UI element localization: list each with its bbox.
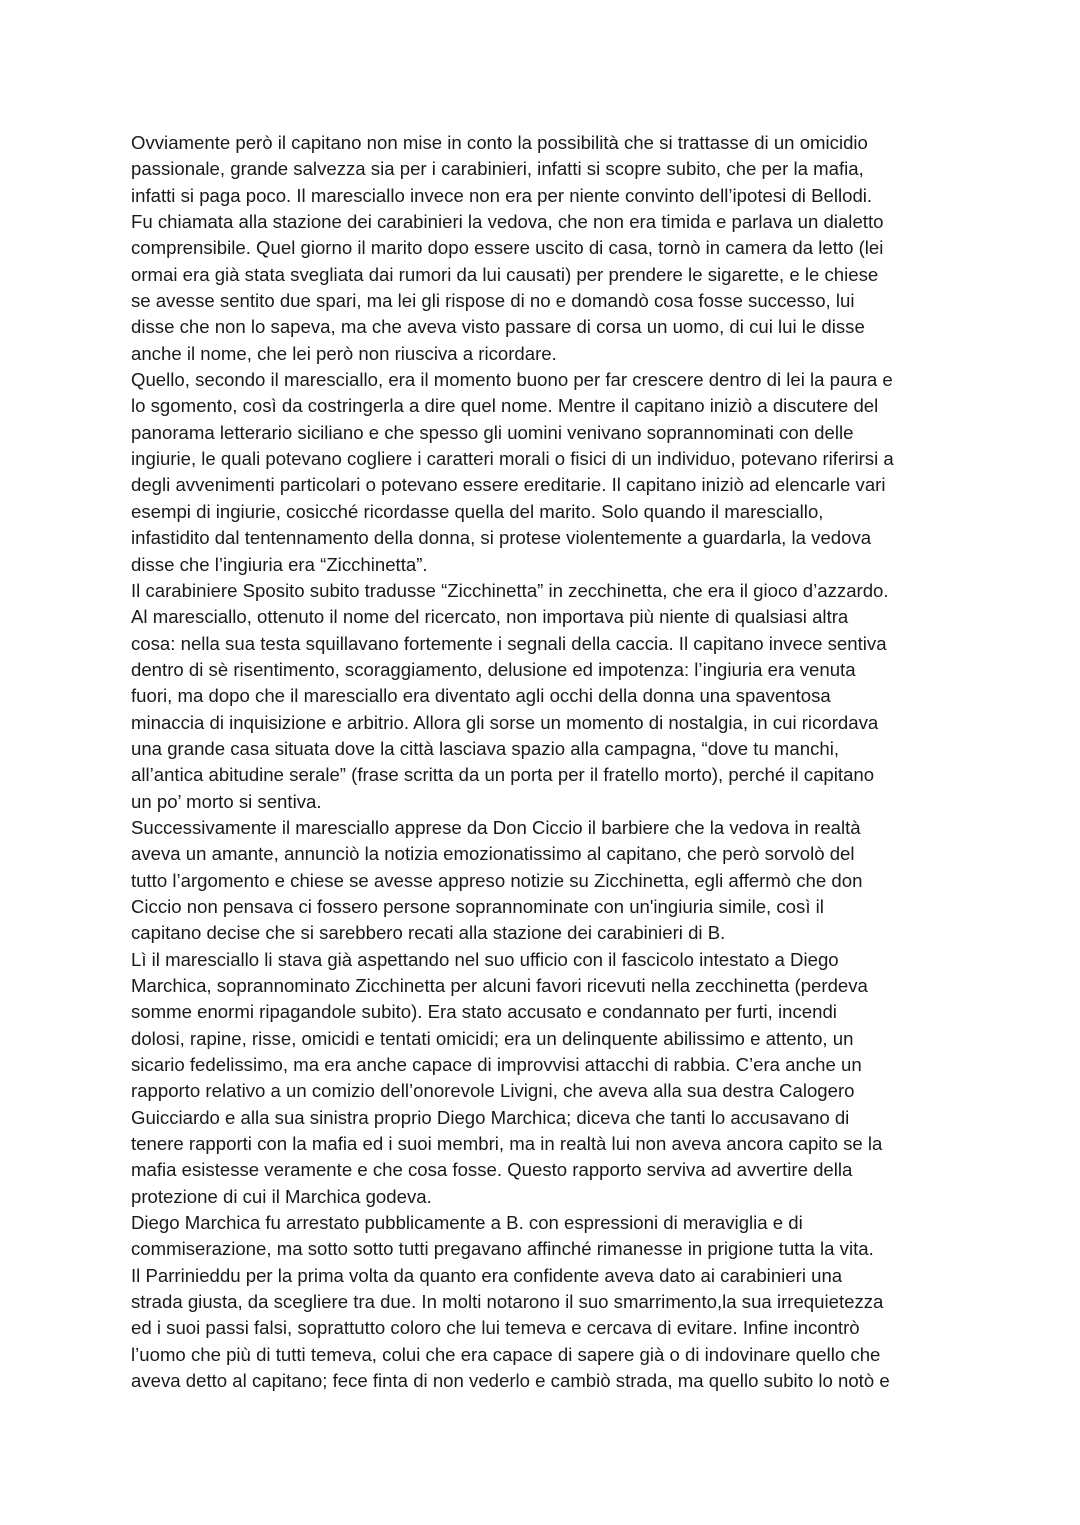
text-line: Marchica, soprannominato Zicchinetta per alcuni favori ricevuti nella zecchinetta (perdeva: [131, 975, 868, 996]
text-line: tenere rapporti con la mafia ed i suoi membri, ma in realtà lui non aveva ancora capito se la: [131, 1133, 883, 1155]
paragraph-3: [131, 578, 961, 815]
text-line: dentro di sè risentimento, scoraggiamento, delusione ed impotenza: l’ingiuria era venuta: [131, 658, 856, 680]
text-line: tutto l’argomento e chiese se avesse appreso notizie su Zicchinetta, egli affermò che don: [131, 869, 863, 891]
text-line: minaccia di inquisizione e arbitrio. Allora gli sorse un momento di nostalgia, in cui ricordava: [131, 711, 879, 733]
paragraph-4: [131, 815, 961, 947]
text-line: sicario fedelissimo, ma era anche capace di improvvisi attacchi di rabbia. C’era anche un: [131, 1054, 862, 1076]
text-line: infastidito dal tentennamento della donna, si protese violentemente a guardarla, la vedova: [131, 527, 872, 549]
text-line: anche il nome, che lei però non riusciva a ricordare.: [131, 342, 557, 364]
text-line: Ciccio non pensava ci fossero persone soprannominate con un'ingiuria simile, così il: [131, 895, 824, 917]
text-line: Guicciardo e alla sua sinistra proprio Diego Marchica; diceva che tanti lo accusavano di: [131, 1106, 850, 1128]
text-line: l’uomo che più di tutti temeva, colui che era capace di sapere già o di indovinare quello che: [131, 1343, 881, 1365]
text-line: lo sgomento, così da costringerla a dire quel nome. Mentre il capitano iniziò a discutere del: [131, 395, 879, 417]
text-line: esempi di ingiurie, cosicché ricordasse quella del marito. Solo quando il maresciallo,: [131, 500, 824, 522]
text-line: strada giusta, da scegliere tra due. In molti notarono il suo smarrimento,la sua irrequietezza: [131, 1291, 884, 1313]
text-line: Successivamente il maresciallo apprese da Don Ciccio il barbiere che la vedova in realtà: [131, 816, 861, 838]
text-line: fuori, ma dopo che il maresciallo era diventato agli occhi della donna una spaventosa: [131, 685, 831, 707]
text-line: Il carabiniere Sposito subito tradusse “Zicchinetta” in zecchinetta, che era il gioco d’azzardo.: [131, 579, 889, 601]
paragraph-1: [131, 130, 961, 367]
text-line: protezione di cui il Marchica godeva.: [131, 1185, 432, 1207]
text-line: Il Parrinieddu per la prima volta da quanto era confidente aveva dato ai carabinieri una: [131, 1264, 843, 1286]
paragraph-6: [131, 1210, 961, 1263]
text-line: infatti si paga poco. Il maresciallo invece non era per niente convinto dell’ipotesi di Bellodi.: [131, 184, 873, 206]
text-line: comprensibile. Quel giorno il marito dopo essere uscito di casa, tornò in camera da letto (lei: [131, 237, 884, 259]
text-line: un po’ morto si sentiva.: [131, 790, 322, 812]
text-line: disse che l’ingiuria era “Zicchinetta”.: [131, 553, 428, 575]
text-line: ed i suoi passi falsi, soprattutto coloro che lui temeva e cercava di evitare. Infine incontrò: [131, 1317, 860, 1339]
text-line: Fu chiamata alla stazione dei carabinieri la vedova, che non era timida e parlava un dialetto: [131, 211, 884, 233]
text-line: somme enormi ripagandole subito). Era stato accusato e condannato per furti, incendi: [131, 1001, 837, 1023]
paragraph-5: [131, 947, 961, 1210]
text-line: mafia esistesse veramente e che cosa fosse. Questo rapporto serviva ad avvertire della: [131, 1159, 853, 1181]
paragraph-7: [131, 1263, 961, 1395]
text-line: degli avvenimenti particolari o potevano essere ereditarie. Il capitano iniziò ad elencarle vari: [131, 474, 886, 496]
text-line: rapporto relativo a un comizio dell’onorevole Livigni, che aveva alla sua destra Calogero: [131, 1080, 855, 1102]
text-line: Al maresciallo, ottenuto il nome del ricercato, non importava più niente di qualsiasi altra: [131, 606, 849, 628]
text-line: passionale, grande salvezza sia per i carabinieri, infatti si scopre subito, che per la mafia,: [131, 158, 864, 180]
text-line: panorama letterario siciliano e che spesso gli uomini venivano soprannominati con delle: [131, 421, 854, 443]
text-line: Lì il maresciallo li stava già aspettando nel suo ufficio con il fascicolo intestato a Diego: [131, 948, 839, 970]
text-line: Ovviamente però il capitano non mise in conto la possibilità che si trattasse di un omicidio: [131, 132, 868, 153]
text-line: aveva un amante, annunciò la notizia emozionatissimo al capitano, che però sorvolò del: [131, 843, 855, 865]
text-line: disse che non lo sapeva, ma che aveva visto passare di corsa un uomo, di cui lui le disse: [131, 316, 865, 338]
paragraph-2: [131, 367, 961, 578]
text-line: all’antica abitudine serale” (frase scritta da un porta per il fratello morto), perché il capitano: [131, 764, 875, 786]
text-line: se avesse sentito due spari, ma lei gli rispose di no e domandò cosa fosse successo, lui: [131, 290, 855, 312]
text-line: ormai era già stata svegliata dai rumori da lui causati) per prendere le sigarette, e le chiese: [131, 263, 879, 285]
text-line: capitano decise che si sarebbero recati alla stazione dei carabinieri di B.: [131, 922, 726, 944]
text-line: Quello, secondo il maresciallo, era il momento buono per far crescere dentro di lei la paura e: [131, 369, 893, 391]
text-line: dolosi, rapine, risse, omicidi e tentati omicidi; era un delinquente abilissimo e attento, un: [131, 1027, 854, 1049]
text-line: aveva detto al capitano; fece finta di non vederlo e cambiò strada, ma quello subito lo notò e: [131, 1370, 890, 1392]
text-line: cosa: nella sua testa squillavano fortemente i segnali della caccia. Il capitano invece sentiva: [131, 632, 887, 654]
text-line: una grande casa situata dove la città lasciava spazio alla campagna, “dove tu manchi,: [131, 737, 840, 759]
document-page: [131, 130, 961, 1395]
text-line: ingiurie, le quali potevano cogliere i caratteri morali o fisici di un individuo, potevano riferirsi a: [131, 448, 894, 470]
text-line: Diego Marchica fu arrestato pubblicamente a B. con espressioni di meraviglia e di: [131, 1212, 803, 1234]
text-line: commiserazione, ma sotto sotto tutti pregavano affinché rimanesse in prigione tutta la vita.: [131, 1238, 874, 1260]
